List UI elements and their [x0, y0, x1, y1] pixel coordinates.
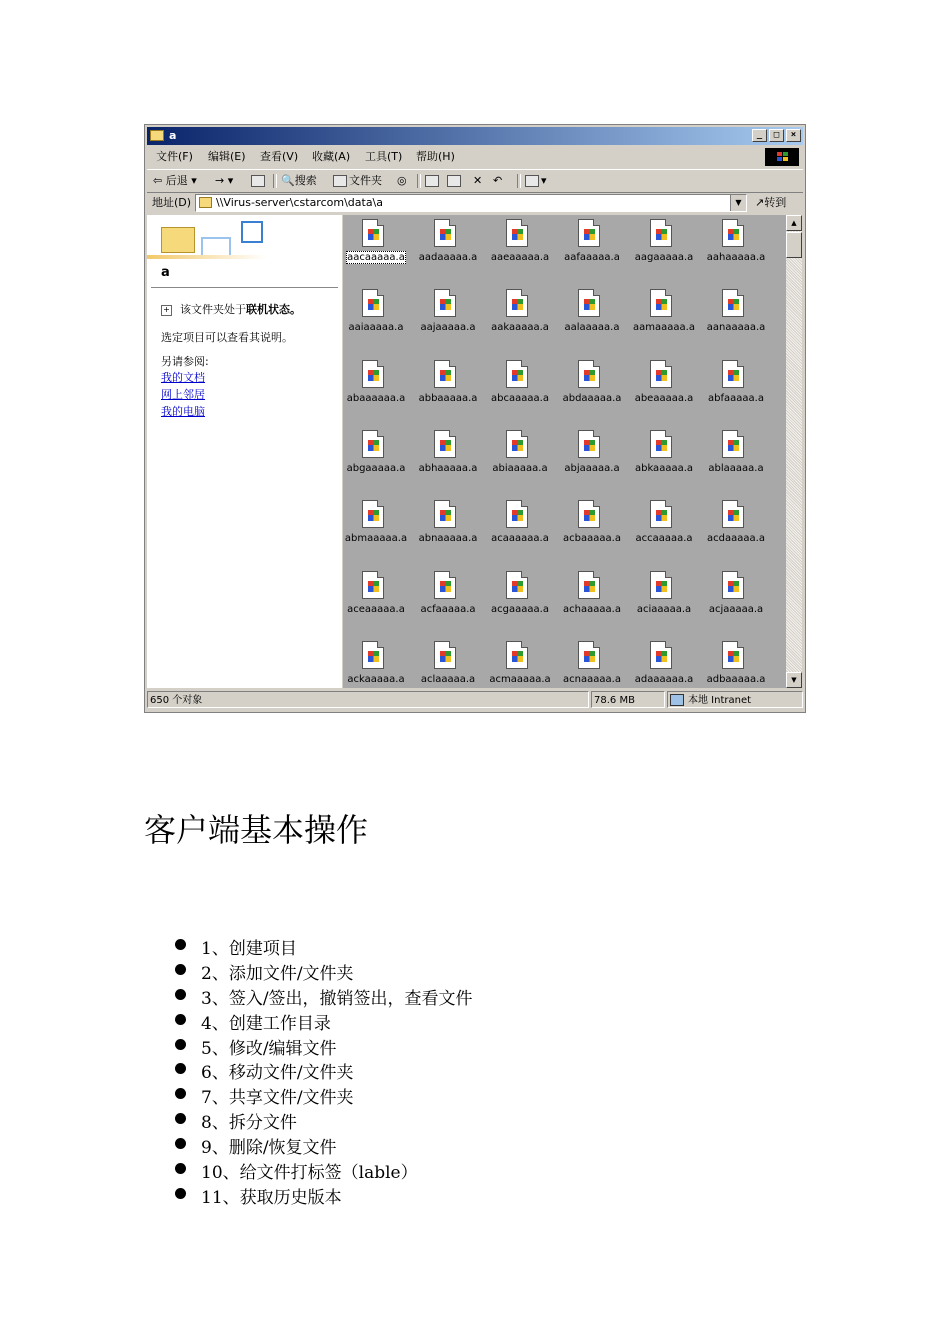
bullet-icon [175, 1063, 186, 1074]
bullet-icon [175, 1039, 186, 1050]
media-file-icon [506, 289, 528, 317]
task-pane [147, 215, 342, 688]
file-name: adbaaaaa.a [706, 673, 766, 685]
minimize-button[interactable]: _ [752, 129, 767, 142]
bullet-icon [175, 939, 186, 950]
menu-edit[interactable]: 编辑(E) [208, 150, 246, 163]
bullet-icon [175, 1138, 186, 1149]
file-item[interactable] [412, 498, 484, 558]
file-name: abhaaaaa.a [418, 462, 478, 474]
file-name: abaaaaaa.a [346, 392, 406, 404]
bullet-icon [175, 989, 186, 1000]
media-file-icon [722, 289, 744, 317]
file-name: aamaaaaa.a [633, 322, 695, 334]
media-file-icon [578, 641, 600, 669]
file-name: abfaaaaa.a [708, 392, 764, 404]
file-name: abeaaaaa.a [634, 392, 694, 404]
title-bar[interactable] [147, 127, 803, 145]
file-item[interactable] [340, 287, 412, 347]
media-file-icon [362, 360, 384, 388]
folders-button[interactable]: 文件夹 [333, 170, 382, 192]
intranet-icon [670, 694, 684, 706]
bullet-icon [175, 964, 186, 975]
file-item[interactable] [700, 498, 772, 558]
large-folder-icon [161, 227, 195, 253]
folder-icon [150, 130, 164, 141]
media-file-icon [722, 641, 744, 669]
file-item[interactable] [700, 358, 772, 418]
file-name: aadaaaaa.a [418, 252, 478, 263]
search-button[interactable]: 🔍搜索 [281, 174, 317, 187]
media-file-icon [434, 430, 456, 458]
file-name: ablaaaaa.a [708, 462, 764, 474]
explorer-window [144, 124, 806, 713]
media-file-icon [506, 219, 528, 247]
bullet-icon [175, 1163, 186, 1174]
link-network-places[interactable]: 网上邻居 [161, 388, 205, 401]
file-name: aanaaaaa.a [706, 322, 766, 334]
file-name: aagaaaaa.a [634, 252, 694, 263]
file-name: abgaaaaa.a [346, 462, 406, 474]
media-file-icon [362, 500, 384, 528]
file-item[interactable] [484, 287, 556, 347]
list-item-text: 9、删除/恢复文件 [201, 1138, 337, 1159]
file-item[interactable] [556, 287, 628, 347]
file-item[interactable] [340, 428, 412, 488]
file-name: aciaaaaa.a [636, 603, 692, 615]
object-count: 650 个对象 [147, 691, 589, 708]
status-bar [147, 690, 803, 710]
list-item-text: 3、签入/签出，撤销签出，查看文件 [201, 988, 473, 1009]
media-file-icon [578, 219, 600, 247]
file-item[interactable] [628, 217, 700, 277]
undo-icon[interactable]: ↶ [493, 174, 503, 187]
scroll-thumb[interactable] [786, 232, 802, 258]
file-name: aclaaaaa.a [420, 673, 476, 685]
media-file-icon [578, 289, 600, 317]
file-name: abjaaaaa.a [564, 462, 620, 474]
file-name: abnaaaaa.a [418, 533, 478, 545]
file-name: acmaaaaa.a [489, 673, 551, 685]
media-file-icon [506, 430, 528, 458]
media-file-icon [650, 641, 672, 669]
list-item-text: 2、添加文件/文件夹 [201, 963, 354, 984]
selection-hint: 选定项目可以查看其说明。 [161, 331, 293, 344]
bullet-icon [175, 1088, 186, 1099]
file-item[interactable] [340, 217, 412, 277]
file-name: abmaaaaa.a [344, 533, 408, 545]
menu-view[interactable]: 查看(V) [260, 150, 299, 163]
file-name: ackaaaaa.a [347, 673, 405, 685]
file-item[interactable] [484, 569, 556, 629]
bullet-icon [175, 1188, 186, 1199]
section-heading: 客户端基本操作 [144, 811, 369, 849]
copy-to-icon[interactable] [447, 170, 463, 192]
list-item-text: 6、移动文件/文件夹 [201, 1063, 354, 1084]
media-file-icon [578, 360, 600, 388]
menu-help[interactable]: 帮助(H) [416, 150, 455, 163]
media-file-icon [722, 571, 744, 599]
file-name: acbaaaaa.a [563, 533, 621, 545]
views-button[interactable]: ▾ [525, 170, 547, 192]
media-file-icon [650, 360, 672, 388]
media-file-icon [722, 219, 744, 247]
scroll-down-icon[interactable]: ▼ [786, 672, 802, 688]
file-name: abiaaaaa.a [492, 462, 548, 474]
file-item[interactable] [412, 287, 484, 347]
media-file-icon [362, 571, 384, 599]
file-item[interactable] [484, 217, 556, 277]
folder-banner [147, 215, 342, 283]
media-file-icon [362, 289, 384, 317]
media-file-icon [722, 500, 744, 528]
bullet-icon [175, 1113, 186, 1124]
list-item-text: 11、获取历史版本 [201, 1187, 342, 1208]
media-file-icon [434, 219, 456, 247]
vertical-scrollbar[interactable] [786, 215, 802, 688]
address-bar [147, 192, 803, 214]
file-name: abcaaaaa.a [491, 392, 549, 404]
file-name: aajaaaaa.a [420, 322, 476, 334]
file-item[interactable] [484, 358, 556, 418]
media-file-icon [722, 430, 744, 458]
file-name: abkaaaaa.a [634, 462, 694, 474]
file-name: aahaaaaa.a [706, 252, 766, 263]
file-name: acfaaaaa.a [420, 603, 476, 615]
media-file-icon [434, 571, 456, 599]
history-icon[interactable]: ◎ [397, 174, 407, 187]
online-status: + 该文件夹处于联机状态。 [161, 301, 301, 317]
file-name: acjaaaaa.a [708, 603, 764, 615]
media-file-icon [506, 571, 528, 599]
file-item[interactable] [340, 358, 412, 418]
menu-tools[interactable]: 工具(T) [365, 150, 403, 163]
media-file-icon [506, 500, 528, 528]
file-item[interactable] [628, 287, 700, 347]
file-item[interactable] [556, 428, 628, 488]
file-item[interactable] [484, 428, 556, 488]
file-name: acgaaaaa.a [491, 603, 549, 615]
see-also-label: 另请参阅: [161, 355, 209, 368]
file-name: aalaaaaa.a [564, 322, 620, 334]
file-item[interactable] [628, 358, 700, 418]
window-title: a [169, 129, 177, 142]
total-size: 78.6 MB [591, 691, 665, 708]
media-file-icon [722, 360, 744, 388]
list-item-text: 8、拆分文件 [201, 1113, 297, 1134]
folder-icon [199, 197, 212, 208]
list-item-text: 5、修改/编辑文件 [201, 1038, 337, 1059]
media-file-icon [506, 641, 528, 669]
list-item-text: 4、创建工作目录 [201, 1013, 331, 1034]
media-file-icon [434, 500, 456, 528]
file-name: acnaaaaa.a [563, 673, 621, 685]
media-file-icon [650, 219, 672, 247]
forward-button[interactable]: → ▾ [215, 174, 234, 187]
file-name: acdaaaaa.a [707, 533, 765, 545]
file-item[interactable] [556, 358, 628, 418]
scroll-up-icon[interactable]: ▲ [786, 215, 802, 231]
bullet-icon [175, 1014, 186, 1025]
media-file-icon [434, 360, 456, 388]
file-name: aaiaaaaa.a [348, 322, 404, 334]
maximize-button[interactable]: □ [769, 129, 784, 142]
file-item[interactable] [412, 569, 484, 629]
file-item[interactable] [340, 569, 412, 629]
address-input[interactable]: \\Virus-server\cstarcom\data\a ▼ [195, 194, 747, 212]
move-to-icon[interactable] [425, 170, 441, 192]
address-label: 地址(D) [152, 196, 192, 209]
media-file-icon [650, 430, 672, 458]
back-button[interactable]: ⇦ 后退 ▾ [153, 174, 197, 187]
address-dropdown-icon[interactable]: ▼ [730, 195, 746, 211]
file-item[interactable] [700, 217, 772, 277]
folders-icon [333, 175, 347, 187]
media-file-icon [362, 430, 384, 458]
go-arrow-icon: ↗ [755, 196, 765, 209]
file-item[interactable] [556, 569, 628, 629]
media-file-icon [506, 360, 528, 388]
media-file-icon [434, 289, 456, 317]
views-icon [525, 175, 539, 187]
go-button[interactable]: ↗转到 [755, 196, 787, 209]
file-item[interactable] [556, 498, 628, 558]
file-item[interactable] [628, 569, 700, 629]
file-item[interactable] [340, 498, 412, 558]
link-my-documents[interactable]: 我的文档 [161, 371, 205, 384]
menu-bar [147, 147, 803, 167]
file-name: achaaaaa.a [563, 603, 621, 615]
windows-logo-icon [765, 148, 799, 166]
media-file-icon [650, 289, 672, 317]
standard-toolbar [147, 169, 803, 193]
up-folder-icon[interactable] [251, 170, 267, 192]
close-button[interactable]: × [786, 129, 801, 142]
expand-icon[interactable]: + [161, 305, 172, 316]
media-file-icon [434, 641, 456, 669]
file-name: aafaaaaa.a [564, 252, 620, 263]
menu-favorites[interactable]: 收藏(A) [312, 150, 351, 163]
file-item[interactable] [412, 358, 484, 418]
list-item-text: 10、给文件打标签（lable） [201, 1163, 418, 1184]
file-name: aaeaaaaa.a [490, 252, 550, 263]
file-list[interactable] [343, 215, 786, 688]
file-item[interactable] [412, 428, 484, 488]
file-name: aceaaaaa.a [347, 603, 405, 615]
link-my-computer[interactable]: 我的电脑 [161, 405, 205, 418]
file-name: accaaaaa.a [635, 533, 693, 545]
delete-icon[interactable]: ✕ [473, 174, 483, 187]
security-zone: 本地 Intranet [667, 691, 803, 708]
file-item[interactable] [700, 428, 772, 488]
media-file-icon [362, 219, 384, 247]
media-file-icon [578, 500, 600, 528]
media-file-icon [650, 500, 672, 528]
menu-file[interactable]: 文件(F) [156, 150, 193, 163]
list-item-text: 7、共享文件/文件夹 [201, 1088, 354, 1109]
file-name: aacaaaaa.a [347, 252, 405, 263]
list-item-text: 1、创建项目 [201, 939, 297, 959]
file-item[interactable] [556, 217, 628, 277]
media-file-icon [650, 571, 672, 599]
folder-name: a [161, 265, 170, 280]
file-name: abbaaaaa.a [418, 392, 478, 404]
media-file-icon [578, 571, 600, 599]
file-name: abdaaaaa.a [562, 392, 622, 404]
file-item[interactable] [484, 498, 556, 558]
file-name: aakaaaaa.a [491, 322, 549, 334]
media-file-icon [362, 641, 384, 669]
media-file-icon [578, 430, 600, 458]
file-name: adaaaaaa.a [634, 673, 694, 685]
file-item[interactable] [628, 428, 700, 488]
file-item[interactable] [700, 569, 772, 629]
file-name: acaaaaaa.a [491, 533, 549, 545]
file-item[interactable] [628, 498, 700, 558]
file-item[interactable] [412, 217, 484, 277]
search-icon: 🔍 [281, 174, 295, 187]
file-item[interactable] [700, 287, 772, 347]
